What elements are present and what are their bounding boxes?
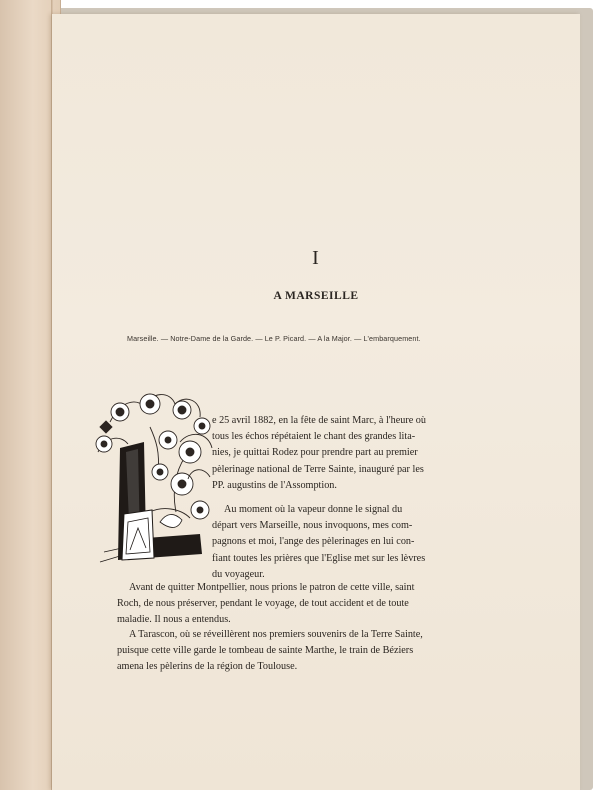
text-line: Roch, de nous préserver, pendant le voyage, de tout accident et de toute (117, 598, 409, 610)
paragraph-4 (117, 627, 491, 676)
text-line: tous les échos répétaient le chant des grandes lita- (212, 431, 416, 443)
paragraph-3 (117, 580, 491, 629)
text-line: départ vers Marseille, nous invoquons, mes com- (212, 520, 413, 532)
chapter-title: A MARSEILLE (273, 290, 359, 302)
chapter-summary: Marseille. — Notre-Dame de la Garde. — Le P. Picard. — A la Major. — L'embarquement. (127, 334, 421, 343)
chapter-number: I (312, 247, 320, 269)
text-line: fiant toutes les prières que l'Eglise met sur les lèvres (212, 552, 426, 564)
text-line: Avant de quitter Montpellier, nous prions le patron de cette ville, saint (129, 582, 415, 593)
text-line: amena les pèlerins de la région de Toulouse. (117, 661, 298, 673)
text-line: PP. augustins de l'Assomption. (212, 479, 337, 491)
text-line: puisque cette ville garde le tombeau de sainte Marthe, le train de Béziers (117, 645, 414, 657)
text-line: e 25 avril 1882, en la fête de saint Marc, à l'heure où (212, 415, 426, 426)
text-line: du voyageur. (212, 568, 265, 580)
page-content (52, 14, 580, 790)
text-line: pagnons et moi, l'ange des pèlerinages en lui con- (212, 536, 415, 548)
text-line: nies, je quittai Rodez pour prendre part au premier (212, 447, 418, 459)
book-page (52, 14, 580, 790)
dropcap-letter-l (90, 382, 220, 574)
text-line: A Tarascon, où se réveillèrent nos premiers souvenirs de la Terre Sainte, (129, 629, 423, 640)
text-line: maladie. Il nous a entendus. (117, 614, 231, 626)
paragraph-2 (212, 502, 490, 583)
text-line: Au moment où la vapeur donne le signal du (224, 504, 403, 515)
paragraph-1 (212, 413, 490, 494)
floral-ornament (96, 394, 212, 519)
text-line: pèlerinage national de Terre Sainte, inauguré par les (212, 463, 424, 475)
